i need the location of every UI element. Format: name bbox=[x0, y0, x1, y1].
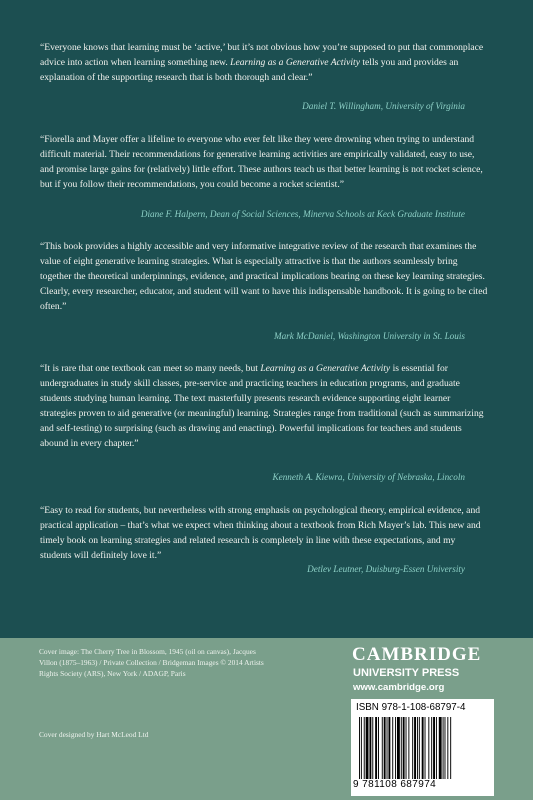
quote-4-attribution: Kenneth A. Kiewra, University of Nebraska, Lincoln bbox=[272, 472, 465, 482]
isbn-label: ISBN 978-1-108-68797-4 bbox=[356, 702, 466, 713]
quote-1-text: “Everyone knows that learning must be ‘active,’ but it’s not obvious how you’re supposed to put that commonplace advice into action when learning something new. Learning as a Generative Activity tells you and provides an explanation of the supporting research that is both thorough and clear.” bbox=[40, 42, 484, 83]
publisher-logo-name: CAMBRIDGE bbox=[352, 644, 482, 665]
barcode-icon bbox=[359, 717, 486, 779]
publisher-url: www.cambridge.org bbox=[353, 682, 445, 693]
quote-1-attribution: Daniel T. Willingham, University of Virginia bbox=[302, 101, 465, 111]
quote-2-attribution: Diane F. Halpern, Dean of Social Sciences, Minerva Schools at Keck Graduate Institute bbox=[140, 209, 465, 219]
cover-image-credit: Cover image: The Cherry Tree in Blossom, 1945 (oil on canvas), Jacques Villon (1875–1963) / Private Collection / Bridgeman Images © 2014 Artists Rights Society (ARS), New York / ADAGP, Paris bbox=[39, 647, 264, 679]
quote-5-attribution: Detlev Leutner, Duisburg-Essen University bbox=[307, 564, 465, 574]
quote-3-attribution: Mark McDaniel, Washington University in St. Louis bbox=[273, 331, 465, 341]
barcode-box bbox=[351, 699, 494, 796]
footer-panel bbox=[0, 638, 533, 800]
quote-5-text: “Easy to read for students, but nevertheless with strong emphasis on psychological theory, empirical evidence, and practical application – that’s what we expect when thinking about a textbook from Rich Mayer’s lab. This new and timely book on learning strategies and related research is completely in line with these expectations, and my students will definitely love it.” bbox=[40, 505, 481, 561]
barcode-digits: 9 781108 687974 bbox=[353, 779, 437, 790]
quote-2-text: “Fiorella and Mayer offer a lifeline to everyone who ever felt like they were drowning when trying to understand difficult material. Their recommendations for generative learning activities are empirically validated, easy to use, and promise large gains for (relatively) little effort. These authors teach us that better learning is not rocket science, but if you follow their recommendations, you could become a rocket scientist.” bbox=[40, 134, 483, 190]
publisher-logo-subtitle: UNIVERSITY PRESS bbox=[353, 667, 460, 679]
quote-3-text: “This book provides a highly accessible and very informative integrative review of the research that examines the value of eight generative learning strategies. What is especially attractive is that the authors seamlessly bring together the theoretical underpinnings, evidence, and practical implications bearing on these key learning strategies. Clearly, every researcher, educator, and student will want to have this indispensable handbook. It is going to be cited often.” bbox=[40, 241, 488, 312]
cover-designer-credit: Cover designed by Hart McLeod Ltd bbox=[39, 730, 149, 739]
quote-4-text: “It is rare that one textbook can meet so many needs, but Learning as a Generative Activity is essential for undergraduates in study skill classes, pre-service and practicing teachers in education programs, and graduate students studying human learning. The text masterfully presents research evidence supporting eight learner strategies proven to aid generative (or meaningful) learning. Strategies range from traditional (such as summarizing and self-testing) to surprising (such as drawing and enacting). Powerful implications for teachers and students abound in every chapter.” bbox=[40, 363, 484, 449]
